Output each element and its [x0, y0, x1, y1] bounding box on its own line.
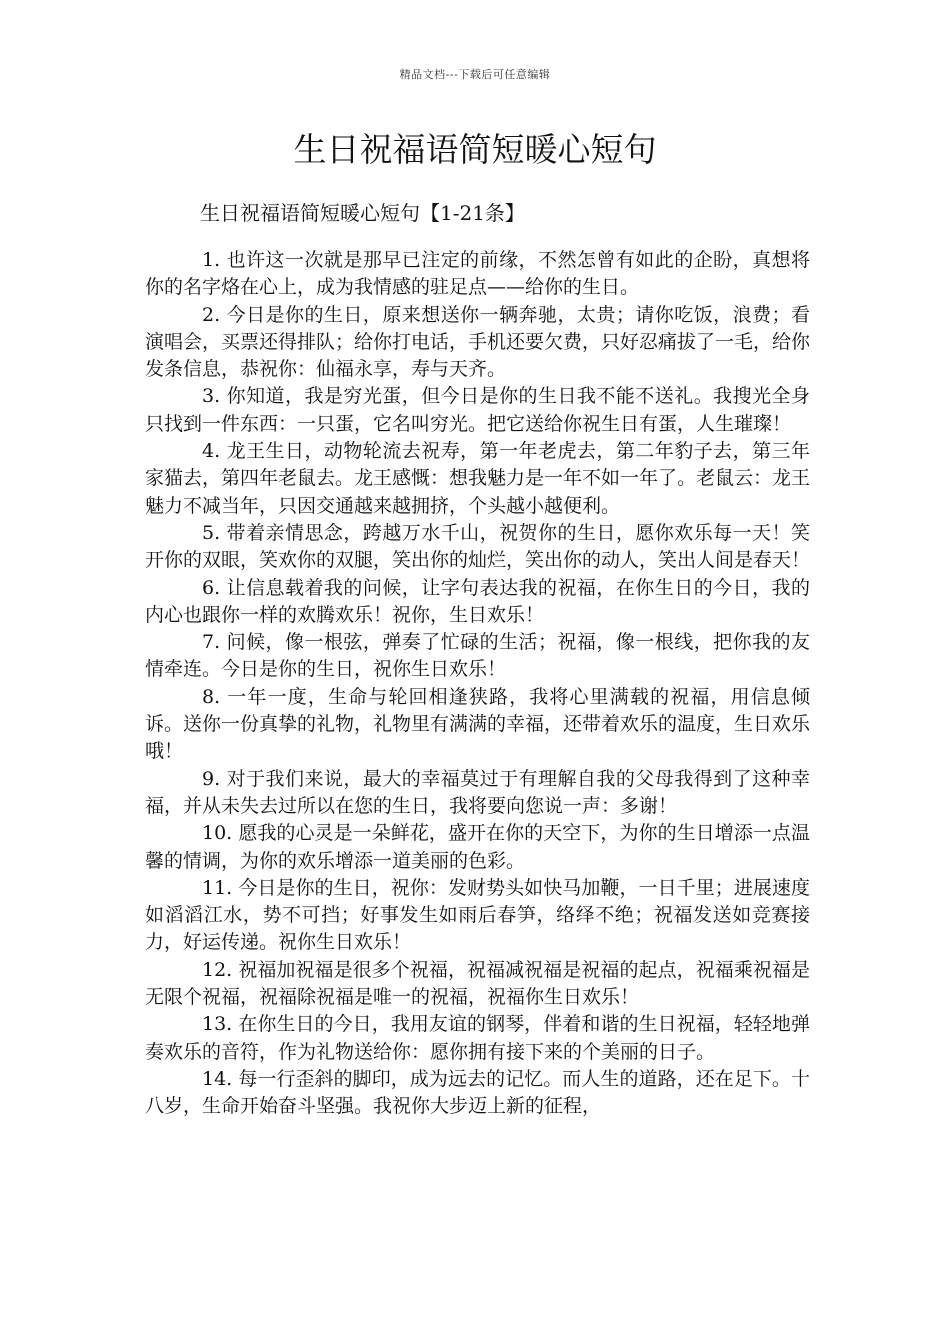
paragraph-12: 12. 祝福加祝福是很多个祝福，祝福减祝福是祝福的起点，祝福乘祝福是无限个祝福，祝福除祝福是唯一的祝福，祝福你生日欢乐！	[145, 958, 810, 1009]
paragraph-11: 11. 今日是你的生日，祝你：发财势头如快马加鞭，一日千里；进展速度如滔滔江水，势不可挡；好事发生如雨后春笋，络绎不绝；祝福发送如竞赛接力，好运传递。祝你生日欢乐！	[145, 876, 810, 954]
paragraph-6: 6. 让信息载着我的问候，让字句表达我的祝福，在你生日的今日，我的内心也跟你一样的欢腾欢乐！祝你，生日欢乐！	[145, 576, 810, 626]
paragraph-7: 7. 问候，像一根弦，弹奏了忙碌的生活；祝福，像一根线，把你我的友情牵连。今日是你的生日，祝你生日欢乐！	[145, 631, 810, 681]
paragraph-8: 8. 一年一度，生命与轮回相逢狭路，我将心里满载的祝福，用信息倾诉。送你一份真挚的礼物，礼物里有满满的幸福，还带着欢乐的温度，生日欢乐哦！	[145, 685, 811, 763]
paragraph-14: 14. 每一行歪斜的脚印，成为远去的记忆。而人生的道路，还在足下。十八岁，生命开始奋斗坚强。我祝你大步迈上新的征程，	[145, 1067, 810, 1118]
document-subtitle: 生日祝福语简短暖心短句【1-21条】	[200, 201, 525, 225]
paragraph-3: 3. 你知道，我是穷光蛋，但今日是你的生日我不能不送礼。我搜光全身只找到一件东西：一只蛋，它名叫穷光。把它送给你祝生日有蛋，人生璀璨！	[145, 385, 810, 435]
paragraph-10: 10. 愿我的心灵是一朵鲜花，盛开在你的天空下，为你的生日增添一点温馨的情调，为你的欢乐增添一道美丽的色彩。	[145, 822, 810, 872]
document-title: 生日祝福语简短暖心短句	[293, 130, 657, 169]
paragraph-1: 1. 也许这一次就是那早已注定的前缘，不然怎曾有如此的企盼，真想将你的名字烙在心上，成为我情感的驻足点——给你的生日。	[145, 249, 810, 299]
paragraph-5: 5. 带着亲情思念，跨越万水千山，祝贺你的生日，愿你欢乐每一天！笑开你的双眼，笑欢你的双腿，笑出你的灿烂，笑出你的动人，笑出人间是春天！	[145, 521, 811, 572]
paragraph-2: 2. 今日是你的生日，原来想送你一辆奔驰，太贵；请你吃饭，浪费；看演唱会，买票还得排队；给你打电话，手机还要欠费，只好忍痛拔了一毛，给你发条信息，恭祝你：仙福永享，寿与天齐。	[145, 303, 811, 381]
paragraph-4: 4. 龙王生日，动物轮流去祝寿，第一年老虎去，第二年豹子去，第三年家猫去，第四年老鼠去。龙王感慨：想我魅力是一年不如一年了。老鼠云：龙王魅力不减当年，只因交通越来越拥挤，个头越小越便利。	[145, 440, 811, 517]
document-body	[145, 247, 810, 1121]
paragraph-13: 13. 在你生日的今日，我用友谊的钢琴，伴着和谐的生日祝福，轻轻地弹奏欢乐的音符，作为礼物送给你：愿你拥有接下来的个美丽的日子。	[145, 1013, 810, 1063]
page-header: 精品文档---下载后可任意编辑	[399, 68, 551, 81]
paragraph-9: 9. 对于我们来说，最大的幸福莫过于有理解自我的父母我得到了这种幸福，并从未失去过所以在您的生日，我将要向您说一声：多谢！	[145, 767, 810, 817]
